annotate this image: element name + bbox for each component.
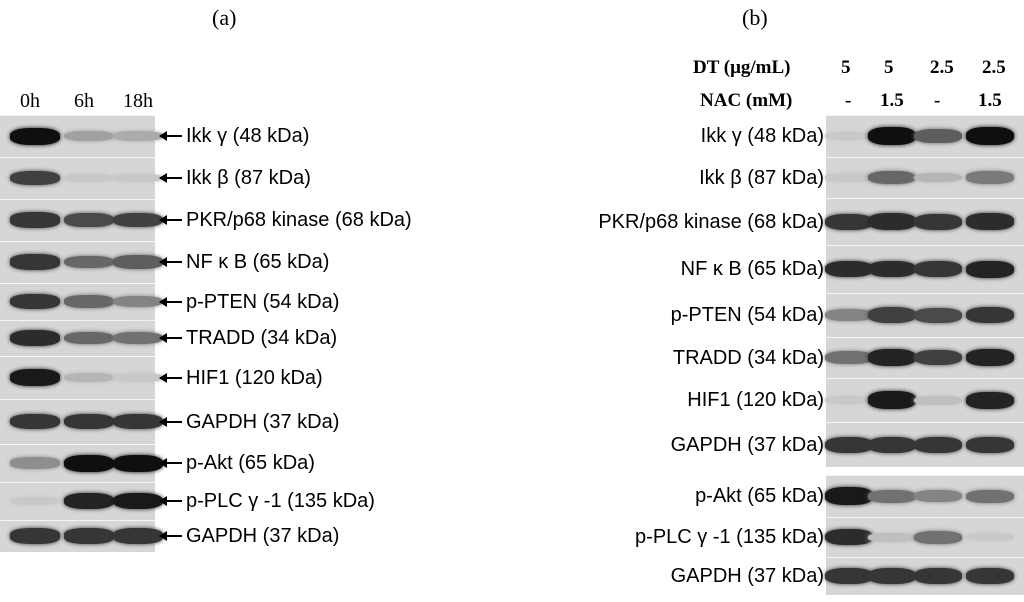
dt-header-label: DT (μg/mL) [693, 57, 791, 78]
band-6h [64, 493, 114, 509]
blot-label: NF κ B (65 kDa) [680, 258, 824, 280]
band-0h [10, 497, 60, 505]
blot-label: Ikk γ (48 kDa) [186, 125, 310, 147]
nac-value: - [934, 90, 941, 111]
band [966, 568, 1014, 584]
band-6h [64, 213, 114, 227]
arrow-icon [160, 177, 182, 179]
band-6h [64, 295, 114, 308]
band [825, 568, 873, 584]
band-6h [64, 414, 114, 429]
band-0h [10, 128, 60, 145]
arrow-icon [160, 377, 182, 379]
band [825, 437, 873, 453]
blot-label: HIF1 (120 kDa) [186, 366, 323, 389]
arrow-icon [160, 261, 182, 263]
band-0h [10, 254, 60, 269]
band [966, 490, 1014, 503]
arrow-icon [160, 535, 182, 537]
band [966, 392, 1014, 409]
band [868, 307, 916, 323]
arrow-icon [160, 219, 182, 221]
dt-value: 2.5 [930, 57, 954, 78]
band [966, 307, 1014, 323]
band-18h [113, 455, 163, 472]
panel-a-letter: (a) [212, 5, 237, 30]
arrow-icon [160, 337, 182, 339]
lane-label-0h: 0h [20, 90, 40, 112]
band [825, 132, 873, 141]
blot-label: p-PTEN (54 kDa) [186, 290, 340, 313]
dt-value: 5 [841, 57, 851, 78]
band [825, 487, 873, 505]
nac-value: - [845, 90, 852, 111]
band [868, 127, 916, 145]
band [914, 308, 962, 323]
band [825, 214, 873, 230]
band [825, 351, 873, 364]
band-0h [10, 414, 60, 429]
band-6h [64, 332, 114, 345]
band [914, 261, 962, 277]
band [914, 531, 962, 544]
arrow-icon [160, 301, 182, 303]
blot-label: PKR/p68 kinase (68 kDa) [186, 209, 412, 231]
band-18h [113, 296, 163, 308]
blot-label: GAPDH (37 kDa) [186, 525, 340, 547]
band [966, 213, 1014, 230]
band-18h [113, 332, 163, 345]
band [825, 261, 873, 278]
band-6h [64, 528, 114, 543]
band [966, 171, 1014, 184]
blot-label: TRADD (34 kDa) [672, 346, 824, 369]
band-6h [64, 174, 114, 182]
band [966, 437, 1014, 453]
band [914, 350, 962, 366]
band [914, 129, 962, 143]
band-0h [10, 457, 60, 468]
band-18h [113, 528, 163, 543]
lane-label-6h: 6h [74, 90, 94, 112]
band-6h [64, 256, 114, 269]
lane-label-18h: 18h [123, 90, 153, 112]
band [825, 529, 873, 546]
band [868, 533, 916, 542]
band-18h [113, 174, 163, 182]
band-6h [64, 131, 114, 141]
blot-label: p-Akt (65 kDa) [186, 452, 315, 474]
band [914, 396, 962, 405]
arrow-icon [160, 421, 182, 423]
panel-b-letter: (b) [742, 5, 768, 30]
blot-label: NF κ B (65 kDa) [186, 251, 330, 273]
band [868, 391, 916, 409]
band-18h [113, 493, 163, 510]
blot-label: p-PLC γ -1 (135 kDa) [186, 490, 375, 512]
blot-label: GAPDH (37 kDa) [670, 565, 824, 587]
band [914, 490, 962, 502]
band-6h [64, 373, 114, 382]
band-18h [113, 255, 163, 268]
band [868, 437, 916, 453]
band-18h [113, 131, 163, 141]
band-6h [64, 455, 114, 472]
band-0h [10, 369, 60, 386]
blot-label: PKR/p68 kinase (68 kDa) [598, 210, 824, 233]
band-0h [10, 330, 60, 346]
dt-value: 5 [884, 57, 894, 78]
band [914, 437, 962, 453]
band [825, 396, 873, 405]
blot-label: p-Akt (65 kDa) [695, 485, 824, 507]
blot-label: GAPDH (37 kDa) [186, 410, 340, 433]
band-0h [10, 528, 60, 543]
blot-label: HIF1 (120 kDa) [687, 389, 824, 411]
band [868, 349, 916, 366]
blot-label: p-PLC γ -1 (135 kDa) [635, 526, 824, 548]
band [868, 213, 916, 230]
band [914, 173, 962, 183]
blot-label: Ikk β (87 kDa) [186, 167, 311, 189]
dt-value: 2.5 [982, 57, 1006, 78]
band-18h [113, 213, 163, 228]
band-0h [10, 171, 60, 186]
band [966, 261, 1014, 278]
band [825, 173, 873, 182]
nac-value: 1.5 [880, 90, 904, 111]
arrow-icon [160, 135, 182, 137]
band [914, 568, 962, 584]
band [966, 127, 1014, 145]
band [868, 171, 916, 185]
blot-label: p-PTEN (54 kDa) [670, 304, 824, 326]
band-0h [10, 212, 60, 227]
blot-label: GAPDH (37 kDa) [670, 433, 824, 456]
band-18h [113, 373, 163, 381]
band-18h [113, 414, 163, 429]
nac-header-label: NAC (mM) [700, 90, 793, 111]
nac-value: 1.5 [978, 90, 1002, 111]
blot-label: Ikk γ (48 kDa) [700, 125, 824, 147]
band [868, 568, 916, 584]
arrow-icon [160, 500, 182, 502]
blot-label: TRADD (34 kDa) [186, 327, 338, 349]
band [868, 261, 916, 278]
band [825, 309, 873, 321]
blot-label: Ikk β (87 kDa) [699, 166, 824, 189]
band [914, 214, 962, 230]
band [966, 349, 1014, 366]
band [868, 490, 916, 503]
band-0h [10, 294, 60, 309]
arrow-icon [160, 462, 182, 464]
band [966, 533, 1014, 542]
